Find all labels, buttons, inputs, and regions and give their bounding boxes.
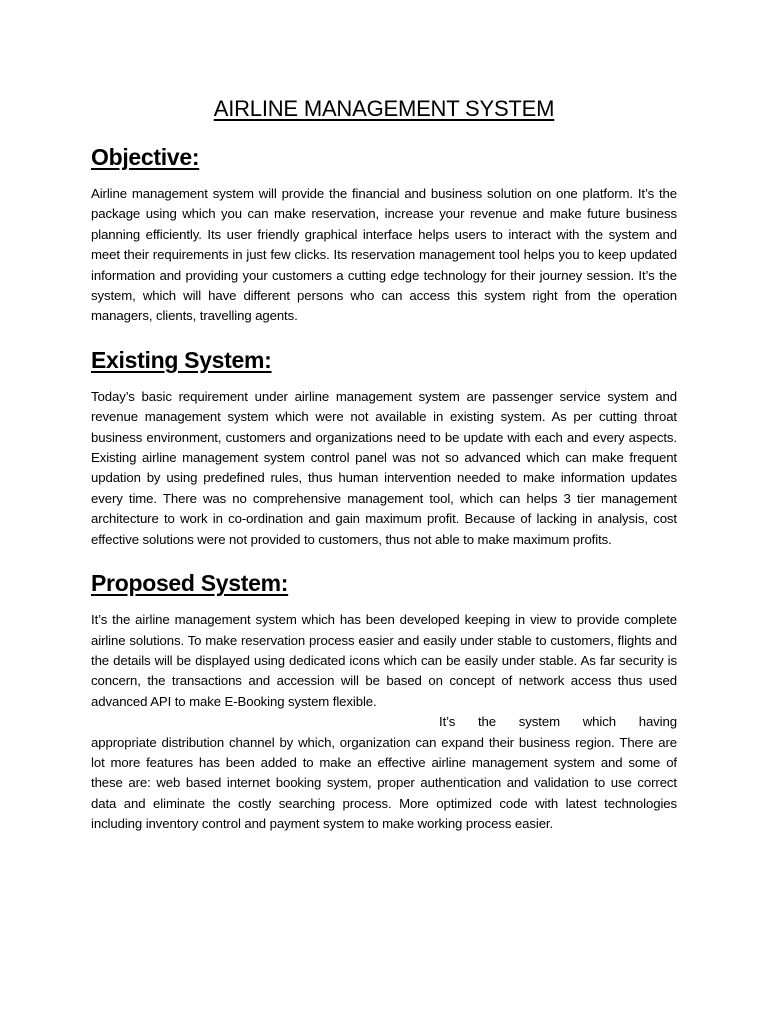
existing-system-paragraph: Today’s basic requirement under airline management system are passenger service system and revenue management system which were not available in existing system. As per cutting throat business environment, customers and organizations need to be update with each and every aspects. Existing airline management system control panel was not so advanced which can make frequent updation by using predefined rules, thus human intervention needed to make information updates every time. There was no comprehensive management tool, which can helps 3 tier management architecture to work in co-ordination and gain maximum profit. Because of lacking in analysis, cost effective solutions were not provided to customers, thus not able to make maximum profits. — [91, 388, 677, 547]
proposed-system-paragraph-1: It’s the airline management system which has been developed keeping in view to provide complete airline solutions. To make reservation process easier and easily under stable to customers, flights and the details will be displayed using dedicated icons which can be easily under stable. As far security is concern, the transactions and accession will be based on concept of network access thus used advanced API to make E-Booking system flexible. — [91, 612, 677, 709]
indent-word: the — [477, 714, 497, 730]
objective-heading: Objective: — [91, 144, 200, 170]
document-title: AIRLINE MANAGEMENT SYSTEM — [213, 96, 555, 121]
proposed-system-indented-line — [91, 712, 677, 732]
indent-word: which — [582, 714, 616, 730]
indent-word: It’s — [439, 714, 456, 730]
proposed-system-paragraph-2: appropriate distribution channel by which, organization can expand their business region. There are lot more features has been added to make an effective airline management system and some of these are: web based internet booking system, proper authentication and validation to use correct data and eliminate the costly searching process. More optimized code with latest technologies including inventory control and payment system to make working process easier. — [91, 734, 677, 832]
existing-system-heading: Existing System: — [91, 346, 272, 373]
objective-paragraph: Airline management system will provide the financial and business solution on one platform. It’s the package using which you can make reservation, increase your revenue and make future business planning efficiently. Its user friendly graphical interface helps users to interact with the system and meet their requirements in just few clicks. Its reservation management tool helps you to keep updated information and providing your customers a cutting edge technology for their journey session. It’s the system, which will have different persons who can access this system right from the operation managers, clients, travelling agents. — [91, 186, 677, 324]
proposed-system-heading: Proposed System: — [91, 570, 289, 597]
document-page — [91, 94, 677, 835]
indent-word: having — [638, 714, 677, 730]
indent-word: system — [518, 714, 560, 730]
